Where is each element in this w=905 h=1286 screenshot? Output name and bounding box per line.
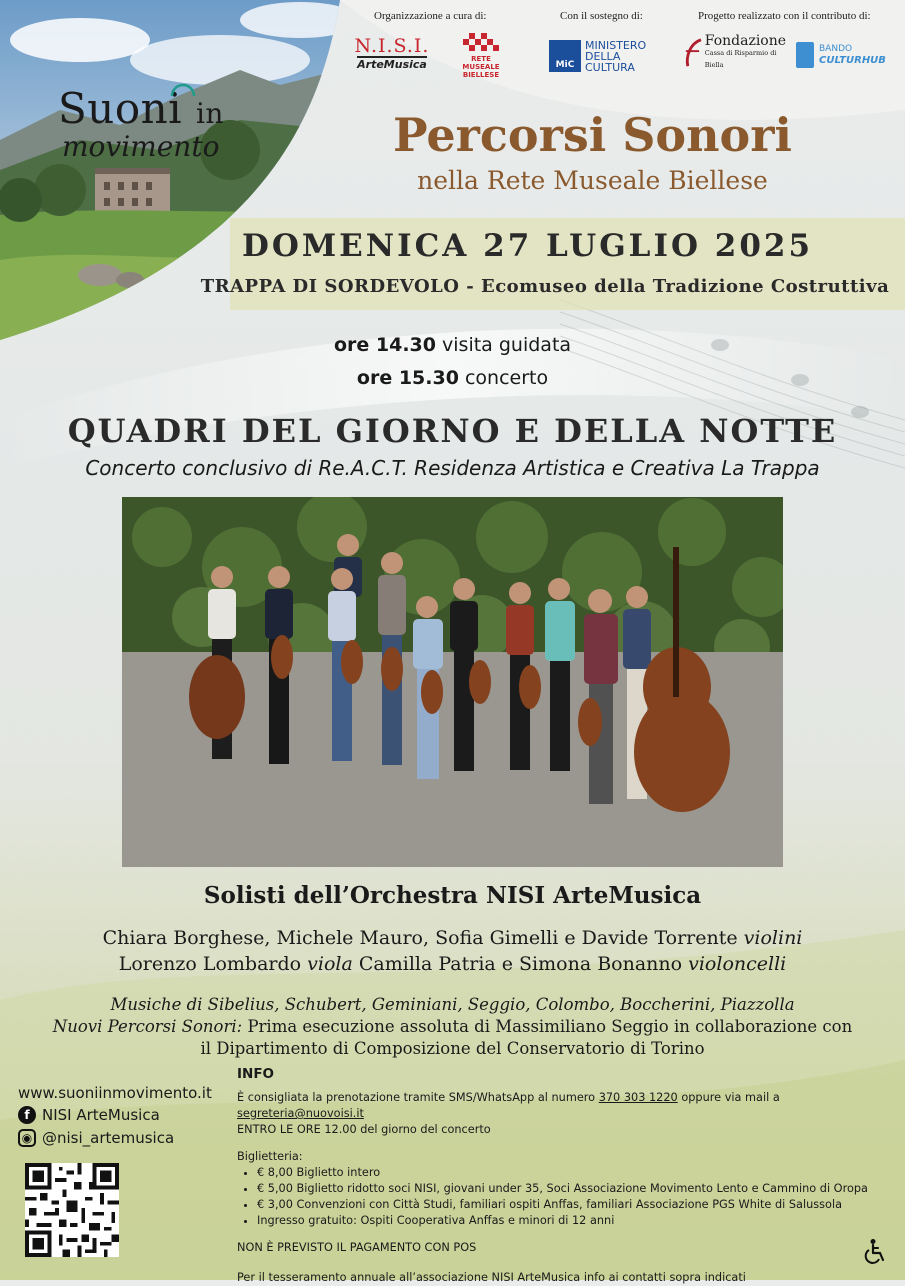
program-collaboration: il Dipartimento di Composizione del Conservatorio di Torino [200,1039,705,1058]
ticket-item: • € 3,00 Convenzioni con Città Studi, familiari ospiti Anffas, familiari Associazione PGS White di Salussola [257,1197,897,1213]
time-guided-visit: ore 14.30 visita guidata [333,334,572,356]
ticket-list [237,1165,897,1229]
rete-checker-icon [461,33,501,55]
membership-notice: Per il tesseramento annuale all’associazione NISI ArteMusica info ai contatti sopra indicati [237,1271,746,1284]
ticket-item: • € 8,00 Biglietto intero [257,1165,897,1181]
contribution-label: Progetto realizzato con il contributo di: [698,10,871,22]
ensemble-photo [122,497,783,867]
qr-code[interactable] [25,1163,119,1257]
mic-icon: MiC [549,40,581,72]
time-concert: ore 15.30 concerto [356,367,549,389]
culturhub-icon [796,42,814,68]
event-date: DOMENICA 27 LUGLIO 2025 [241,228,814,264]
program-composers: Musiche di Sibelius, Schubert, Geminiani, Seggio, Colombo, Boccherini, Piazzolla [110,995,795,1014]
series-logo-arc-icon [168,78,198,98]
event-title: Percorsi Sonori [393,108,792,162]
concert-subtitle: Concerto conclusivo di Re.A.C.T. Residenza Artistica e Creativa La Trappa [85,456,820,480]
facebook-link[interactable] [18,1106,160,1124]
concert-title: QUADRI DEL GIORNO E DELLA NOTTE [67,412,838,450]
fondazione-crb-logo: Fondazione Cassa di Risparmio di Biella [684,34,792,72]
rete-museale-logo: RETE MUSEALE BIELLESE [458,33,504,79]
ticket-item: • € 5,00 Biglietto ridotto soci NISI, giovani under 35, Soci Associazione Movimento Lento e Cammino di Oropa [257,1181,897,1197]
tickets-label: Biglietteria: [237,1150,303,1163]
facebook-icon: f [18,1106,36,1124]
performers-line-viola-cellos: Lorenzo Lombardo viola Camilla Patria e Simona Bonanno violoncelli [118,953,787,975]
series-logo-title: Suoni in [58,84,224,133]
series-logo-subtitle: movimento [62,130,220,163]
ministero-cultura-logo: MiC MINISTERO DELLA CULTURA [549,38,659,74]
info-heading: INFO [237,1066,275,1082]
event-venue: TRAPPA DI SORDEVOLO - Ecomuseo della Tradizione Costruttiva [200,276,890,297]
nisi-artemusica-logo: N.I.S.I. ArteMusica [354,35,430,71]
booking-deadline: ENTRO LE ORE 12.00 del giorno del concerto [237,1123,491,1136]
info-section [237,1066,897,1286]
program-premiere: Nuovi Percorsi Sonori: Prima esecuzione assoluta di Massimiliano Seggio in collaborazione con [52,1017,853,1036]
facebook-label: NISI ArteMusica [42,1106,160,1124]
organizer-label: Organizzazione a cura di: [374,10,487,22]
instagram-icon: ◉ [18,1129,36,1147]
support-label: Con il sostegno di: [560,10,643,22]
instagram-label: @nisi_artemusica [42,1129,175,1147]
website-link[interactable]: www.suoniinmovimento.it [18,1084,212,1102]
phone-link[interactable]: 370 303 1220 [598,1091,678,1104]
no-pos-notice: NON È PREVISTO IL PAGAMENTO CON POS [237,1241,477,1254]
instagram-link[interactable] [18,1129,174,1147]
performers-heading: Solisti dell’Orchestra NISI ArteMusica [203,882,702,909]
ticket-item: • Ingresso gratuito: Ospiti Cooperativa Anffas e minori di 12 anni [257,1213,897,1229]
bando-culturhub-logo: BANDO CULTURHUB [796,40,892,70]
performers-line-violins: Chiara Borghese, Michele Mauro, Sofia Gimelli e Davide Torrente violini [102,927,803,949]
fondazione-emblem-icon [684,37,705,69]
email-link[interactable]: segreteria@nuovoisi.it [237,1107,364,1120]
event-subtitle: nella Rete Museale Biellese [417,166,768,195]
booking-text: È consigliata la prenotazione tramite SMS/WhatsApp al numero 370 303 1220 oppure via mail a segreteria@nuovoisi.it [237,1091,780,1120]
wheelchair-accessible-icon [862,1238,888,1266]
